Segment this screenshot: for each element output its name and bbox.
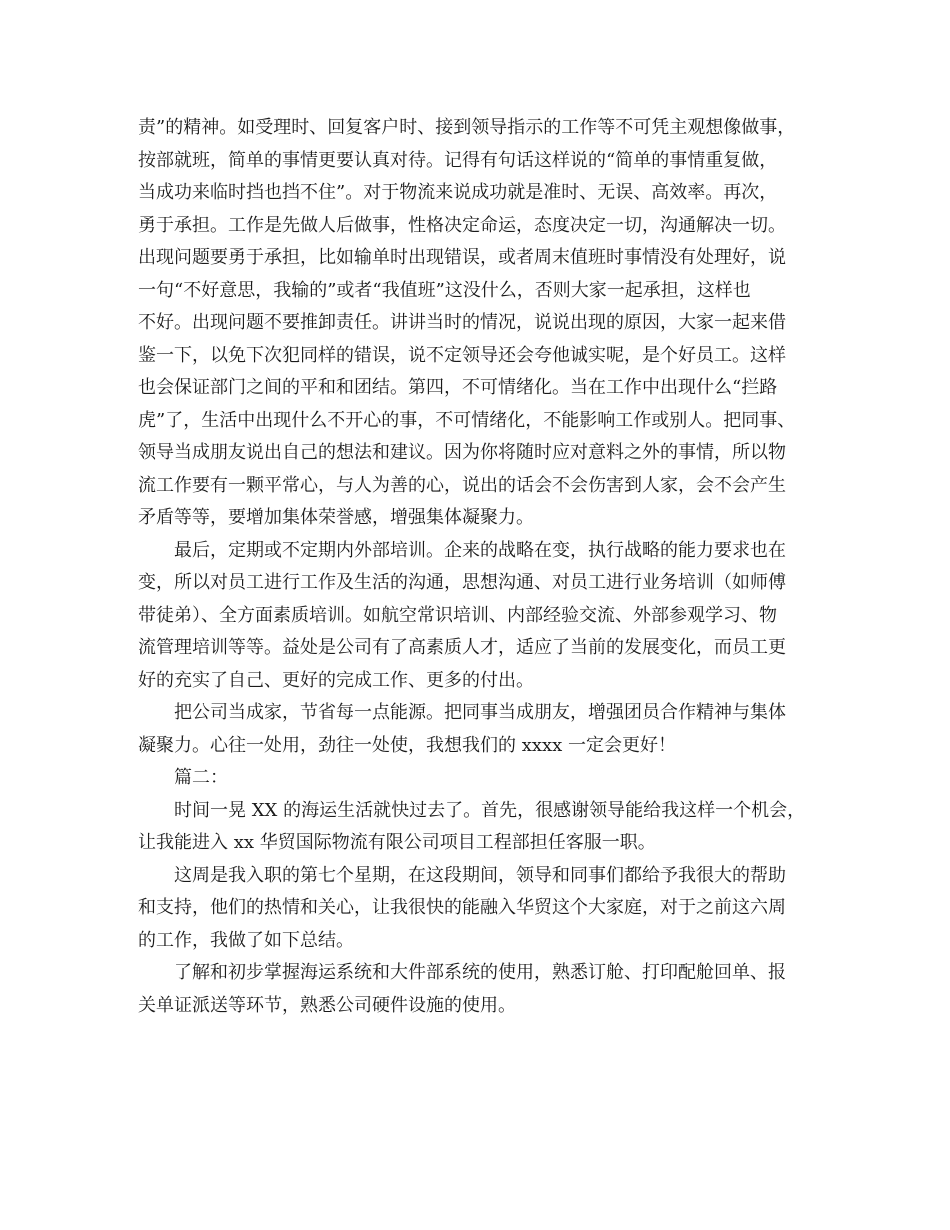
text-line: 带徒弟）、全方面素质培训。如航空常识培训、内部经验交流、外部参观学习、物 (138, 604, 777, 626)
text-line: 凝聚力。心往一处用，劲往一处使，我想我们的 xxxx 一定会更好！ (138, 734, 677, 756)
text-line: 虎”了，生活中出现什么不开心的事，不可情绪化，不能影响工作或别人。把同事、 (138, 409, 796, 431)
text-line: 按部就班，简单的事情更要认真对待。记得有句话这样说的“简单的事情重复做， (138, 149, 778, 171)
document-body (138, 112, 818, 1022)
text-line: 的工作，我做了如下总结。 (138, 929, 354, 951)
text-line: 把公司当成家，节省每一点能源。把同事当成朋友，增强团员合作精神与集体 (174, 702, 786, 723)
text-line: 流工作要有一颗平常心，与人为善的心，说出的话会不会伤害到人家，会不会产生 (138, 474, 786, 496)
text-line: 当成功来临时挡也挡不住”。对于物流来说成功就是准时、无误、高效率。再次， (138, 182, 778, 203)
text-line: 领导当成朋友说出自己的想法和建议。因为你将随时应对意料之外的事情，所以物 (138, 442, 786, 463)
text-line: 篇二： (174, 767, 228, 788)
text-line: 矛盾等等，要增加集体荣誉感，增强集体凝聚力。 (138, 507, 534, 528)
text-line: 不好。出现问题不要推卸责任。讲讲当时的情况，说说出现的原因，大家一起来借 (138, 312, 786, 333)
text-line: 这周是我入职的第七个星期，在这段期间，领导和同事们都给予我很大的帮助 (174, 864, 786, 886)
text-line: 关单证派送等环节，熟悉公司硬件设施的使用。 (138, 994, 516, 1016)
text-line: 最后，定期或不定期内外部培训。企来的战略在变，执行战略的能力要求也在 (174, 539, 786, 561)
text-line: 一句“不好意思，我输的”或者“我值班”这没什么，否则大家一起承担，这样也 (138, 279, 751, 301)
text-line: 流管理培训等等。益处是公司有了高素质人才，适应了当前的发展变化，而员工更 (138, 637, 786, 658)
text-line: 时间一晃 XX 的海运生活就快过去了。首先，很感谢领导能给我这样一个机会， (174, 799, 806, 821)
text-line: 责”的精神。如受理时、回复客户时、接到领导指示的工作等不可凭主观想像做事， (138, 117, 796, 138)
text-line: 了解和初步掌握海运系统和大件部系统的使用，熟悉订舱、打印配舱回单、报 (174, 962, 786, 983)
text-line: 变，所以对员工进行工作及生活的沟通，思想沟通、对员工进行业务培训（如师傅 (138, 572, 786, 593)
text-line: 勇于承担。工作是先做人后做事，性格决定命运，态度决定一切，沟通解决一切。 (138, 214, 786, 236)
text-line: 让我能进入 xx 华贸国际物流有限公司项目工程部担任客服一职。 (138, 832, 656, 853)
text-line: 好的充实了自己、更好的完成工作、更多的付出。 (138, 669, 534, 691)
text-line: 鉴一下，以免下次犯同样的错误，说不定领导还会夸他诚实呢，是个好员工。这样 (138, 344, 786, 366)
text-line: 和支持，他们的热情和关心，让我很快的能融入华贸这个大家庭，对于之前这六周 (138, 897, 786, 918)
text-line: 也会保证部门之间的平和和团结。第四，不可情绪化。当在工作中出现什么“拦路 (138, 377, 778, 398)
text-line: 出现问题要勇于承担，比如输单时出现错误，或者周末值班时事情没有处理好，说 (138, 247, 786, 268)
